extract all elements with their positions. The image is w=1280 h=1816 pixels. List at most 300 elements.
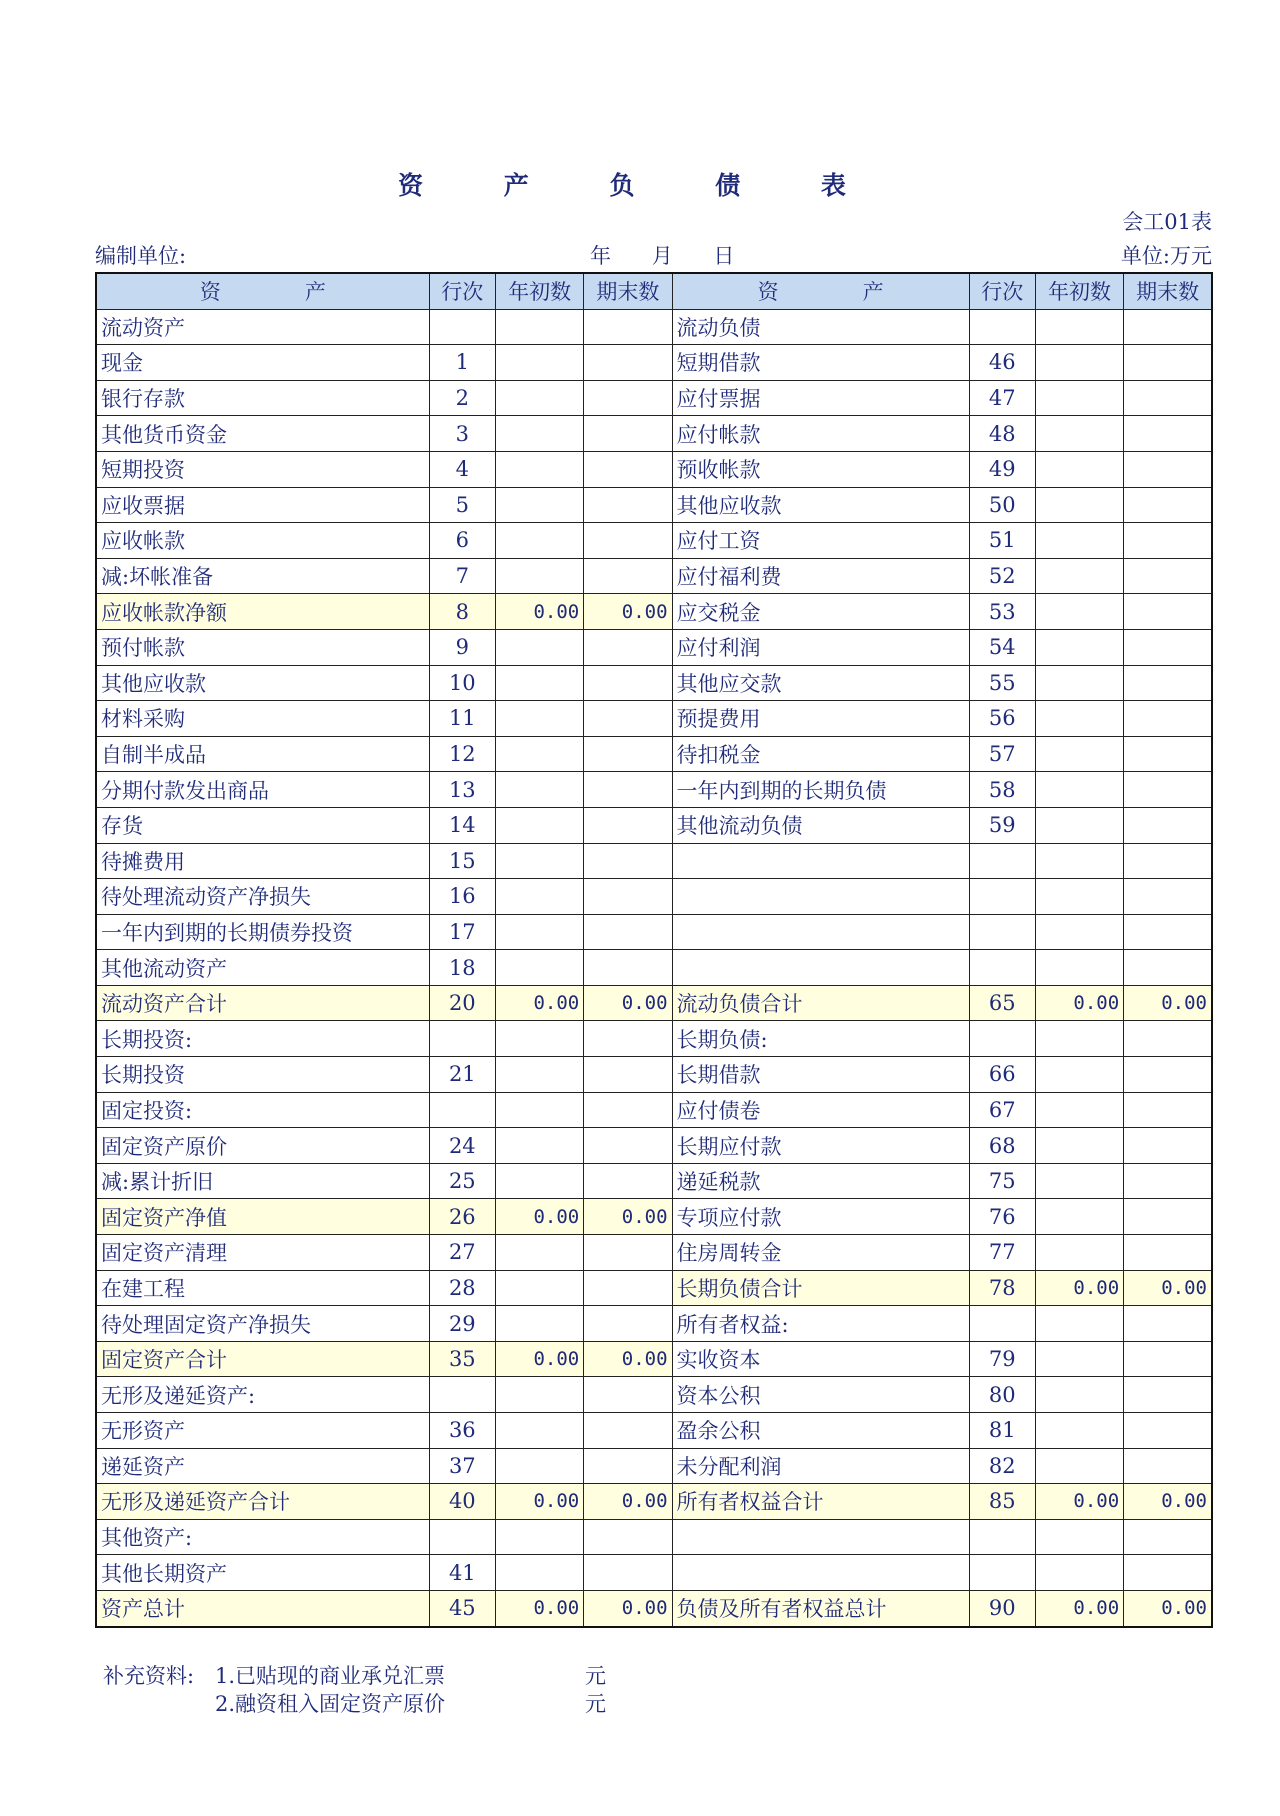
liability-item — [672, 1555, 969, 1591]
liability-begin-value — [1035, 416, 1123, 452]
asset-row-no — [429, 1519, 495, 1555]
liability-begin-value — [1035, 843, 1123, 879]
asset-item: 固定资产净值 — [96, 1199, 429, 1235]
liability-end-value — [1124, 523, 1212, 559]
table-row — [96, 594, 1212, 630]
asset-begin-value — [495, 950, 583, 986]
asset-item: 固定资产清理 — [96, 1235, 429, 1271]
liability-row-no: 49 — [969, 451, 1035, 487]
asset-row-no: 20 — [429, 985, 495, 1021]
asset-row-no: 5 — [429, 487, 495, 523]
liability-end-value: 0.00 — [1124, 1590, 1212, 1626]
liability-row-no: 56 — [969, 701, 1035, 737]
meta-row — [95, 240, 1212, 268]
table-row — [96, 309, 1212, 345]
liability-row-no — [969, 1555, 1035, 1591]
liability-item — [672, 1519, 969, 1555]
asset-end-value — [584, 523, 672, 559]
day-label: 日 — [713, 244, 735, 268]
liability-begin-value — [1035, 1092, 1123, 1128]
prepared-by-label: 编制单位: — [95, 244, 187, 268]
liability-item: 专项应付款 — [672, 1199, 969, 1235]
table-row — [96, 1306, 1212, 1342]
header-right-item: 资 产 — [672, 273, 969, 309]
asset-begin-value — [495, 345, 583, 381]
asset-begin-value — [495, 1448, 583, 1484]
liability-end-value: 0.00 — [1124, 1484, 1212, 1520]
asset-end-value — [584, 950, 672, 986]
liability-item: 应付福利费 — [672, 558, 969, 594]
asset-begin-value — [495, 1235, 583, 1271]
liability-end-value — [1124, 1306, 1212, 1342]
liability-end-value — [1124, 629, 1212, 665]
liability-end-value — [1124, 665, 1212, 701]
liability-begin-value — [1035, 665, 1123, 701]
liability-end-value — [1124, 1413, 1212, 1449]
liability-end-value: 0.00 — [1124, 985, 1212, 1021]
liability-begin-value — [1035, 451, 1123, 487]
liability-end-value — [1124, 1128, 1212, 1164]
asset-item: 存货 — [96, 807, 429, 843]
asset-item: 无形及递延资产合计 — [96, 1484, 429, 1520]
liability-end-value — [1124, 772, 1212, 808]
liability-begin-value — [1035, 1199, 1123, 1235]
asset-end-value — [584, 1128, 672, 1164]
liability-item: 其他应交款 — [672, 665, 969, 701]
liability-item: 一年内到期的长期负债 — [672, 772, 969, 808]
liability-row-no: 66 — [969, 1057, 1035, 1093]
asset-end-value — [584, 879, 672, 915]
asset-end-value — [584, 1377, 672, 1413]
asset-row-no: 3 — [429, 416, 495, 452]
liability-item: 应交税金 — [672, 594, 969, 630]
table-row — [96, 1128, 1212, 1164]
asset-end-value — [584, 1555, 672, 1591]
asset-end-value — [584, 416, 672, 452]
liability-row-no: 75 — [969, 1163, 1035, 1199]
liability-row-no: 59 — [969, 807, 1035, 843]
table-row — [96, 1413, 1212, 1449]
asset-begin-value — [495, 487, 583, 523]
asset-begin-value — [495, 843, 583, 879]
header-left-item: 资 产 — [96, 273, 429, 309]
header-right-row-no: 行次 — [969, 273, 1035, 309]
asset-row-no: 1 — [429, 345, 495, 381]
liability-begin-value — [1035, 1555, 1123, 1591]
liability-item: 盈余公积 — [672, 1413, 969, 1449]
asset-row-no: 21 — [429, 1057, 495, 1093]
table-row — [96, 772, 1212, 808]
liability-row-no: 46 — [969, 345, 1035, 381]
liability-begin-value — [1035, 629, 1123, 665]
table-body — [96, 309, 1212, 1626]
asset-row-no — [429, 1377, 495, 1413]
liability-end-value — [1124, 1519, 1212, 1555]
liability-item: 长期应付款 — [672, 1128, 969, 1164]
liability-end-value — [1124, 1057, 1212, 1093]
liability-begin-value — [1035, 558, 1123, 594]
asset-row-no: 2 — [429, 380, 495, 416]
asset-begin-value — [495, 914, 583, 950]
month-label: 月 — [651, 244, 673, 268]
liability-item: 应付帐款 — [672, 416, 969, 452]
liability-end-value — [1124, 807, 1212, 843]
liability-row-no — [969, 914, 1035, 950]
asset-end-value — [584, 629, 672, 665]
asset-item: 待摊费用 — [96, 843, 429, 879]
asset-row-no: 25 — [429, 1163, 495, 1199]
table-row — [96, 950, 1212, 986]
asset-row-no: 16 — [429, 879, 495, 915]
liability-end-value — [1124, 879, 1212, 915]
liability-begin-value — [1035, 1413, 1123, 1449]
liability-row-no — [969, 1519, 1035, 1555]
asset-end-value: 0.00 — [584, 1484, 672, 1520]
table-row — [96, 1235, 1212, 1271]
liability-item: 负债及所有者权益总计 — [672, 1590, 969, 1626]
liability-begin-value — [1035, 807, 1123, 843]
page-title: 资 产 负 债 表 — [398, 171, 882, 200]
asset-row-no — [429, 1092, 495, 1128]
liability-item: 长期借款 — [672, 1057, 969, 1093]
asset-row-no: 36 — [429, 1413, 495, 1449]
liability-row-no: 54 — [969, 629, 1035, 665]
liability-item: 预提费用 — [672, 701, 969, 737]
liability-item: 所有者权益合计 — [672, 1484, 969, 1520]
asset-row-no: 13 — [429, 772, 495, 808]
liability-begin-value — [1035, 594, 1123, 630]
asset-end-value — [584, 807, 672, 843]
liability-begin-value — [1035, 701, 1123, 737]
asset-item: 减:累计折旧 — [96, 1163, 429, 1199]
asset-item: 无形资产 — [96, 1413, 429, 1449]
table-row — [96, 1448, 1212, 1484]
liability-begin-value — [1035, 879, 1123, 915]
liability-row-no: 77 — [969, 1235, 1035, 1271]
asset-item: 待处理流动资产净损失 — [96, 879, 429, 915]
liability-row-no: 58 — [969, 772, 1035, 808]
table-row — [96, 985, 1212, 1021]
liability-item: 实收资本 — [672, 1341, 969, 1377]
liability-row-no: 82 — [969, 1448, 1035, 1484]
asset-end-value — [584, 309, 672, 345]
table-row — [96, 807, 1212, 843]
asset-begin-value — [495, 736, 583, 772]
asset-end-value — [584, 772, 672, 808]
asset-begin-value — [495, 1306, 583, 1342]
table-row — [96, 736, 1212, 772]
liability-end-value — [1124, 914, 1212, 950]
liability-row-no: 51 — [969, 523, 1035, 559]
liability-row-no — [969, 1021, 1035, 1057]
liability-end-value — [1124, 1341, 1212, 1377]
asset-begin-value: 0.00 — [495, 594, 583, 630]
liability-row-no: 68 — [969, 1128, 1035, 1164]
asset-begin-value — [495, 1519, 583, 1555]
liability-item — [672, 950, 969, 986]
liability-begin-value — [1035, 1021, 1123, 1057]
header-left-row-no: 行次 — [429, 273, 495, 309]
liability-begin-value: 0.00 — [1035, 1270, 1123, 1306]
unit-label: 单位:万元 — [1120, 244, 1212, 268]
asset-row-no: 15 — [429, 843, 495, 879]
asset-item: 固定投资: — [96, 1092, 429, 1128]
asset-end-value: 0.00 — [584, 594, 672, 630]
table-row — [96, 1484, 1212, 1520]
asset-end-value — [584, 1021, 672, 1057]
asset-begin-value — [495, 1092, 583, 1128]
asset-end-value — [584, 1413, 672, 1449]
liability-begin-value: 0.00 — [1035, 985, 1123, 1021]
liability-item: 待扣税金 — [672, 736, 969, 772]
liability-row-no: 85 — [969, 1484, 1035, 1520]
header-left-end: 期末数 — [584, 273, 672, 309]
table-row — [96, 1057, 1212, 1093]
liability-end-value — [1124, 1555, 1212, 1591]
asset-begin-value — [495, 380, 583, 416]
asset-end-value — [584, 914, 672, 950]
table-row — [96, 1341, 1212, 1377]
asset-item: 长期投资: — [96, 1021, 429, 1057]
liability-begin-value: 0.00 — [1035, 1484, 1123, 1520]
table-row — [96, 416, 1212, 452]
liability-end-value — [1124, 1163, 1212, 1199]
table-row — [96, 1377, 1212, 1413]
liability-item: 应付利润 — [672, 629, 969, 665]
liability-end-value — [1124, 843, 1212, 879]
liability-row-no: 55 — [969, 665, 1035, 701]
asset-begin-value — [495, 558, 583, 594]
liability-begin-value — [1035, 380, 1123, 416]
asset-row-no: 41 — [429, 1555, 495, 1591]
liability-row-no — [969, 1306, 1035, 1342]
header-left-begin: 年初数 — [495, 273, 583, 309]
liability-row-no — [969, 309, 1035, 345]
liability-begin-value — [1035, 1341, 1123, 1377]
asset-item: 预付帐款 — [96, 629, 429, 665]
supplement-line-2 — [103, 1688, 606, 1718]
liability-row-no: 65 — [969, 985, 1035, 1021]
asset-begin-value — [495, 629, 583, 665]
asset-item: 其他资产: — [96, 1519, 429, 1555]
liability-item: 其他应收款 — [672, 487, 969, 523]
asset-item: 现金 — [96, 345, 429, 381]
asset-end-value — [584, 1270, 672, 1306]
asset-item: 应收票据 — [96, 487, 429, 523]
liability-item: 长期负债: — [672, 1021, 969, 1057]
asset-end-value — [584, 1057, 672, 1093]
asset-item: 应收帐款净额 — [96, 594, 429, 630]
asset-begin-value: 0.00 — [495, 1341, 583, 1377]
liability-begin-value — [1035, 1163, 1123, 1199]
liability-end-value: 0.00 — [1124, 1270, 1212, 1306]
asset-end-value — [584, 1448, 672, 1484]
liability-end-value — [1124, 309, 1212, 345]
asset-end-value: 0.00 — [584, 1199, 672, 1235]
liability-row-no — [969, 950, 1035, 986]
asset-end-value — [584, 380, 672, 416]
liability-end-value — [1124, 736, 1212, 772]
liability-item: 应付票据 — [672, 380, 969, 416]
asset-begin-value: 0.00 — [495, 1484, 583, 1520]
liability-row-no — [969, 843, 1035, 879]
asset-item: 流动资产 — [96, 309, 429, 345]
asset-item: 固定资产合计 — [96, 1341, 429, 1377]
liability-begin-value — [1035, 1377, 1123, 1413]
table-row — [96, 380, 1212, 416]
asset-row-no: 14 — [429, 807, 495, 843]
supplement-item-text: 2.融资租入固定资产原价 — [215, 1692, 446, 1716]
asset-row-no: 26 — [429, 1199, 495, 1235]
asset-item: 流动资产合计 — [96, 985, 429, 1021]
asset-end-value — [584, 1519, 672, 1555]
liability-end-value — [1124, 380, 1212, 416]
asset-begin-value — [495, 772, 583, 808]
asset-begin-value — [495, 1057, 583, 1093]
liability-row-no: 81 — [969, 1413, 1035, 1449]
liability-end-value — [1124, 487, 1212, 523]
asset-row-no: 18 — [429, 950, 495, 986]
liability-end-value — [1124, 594, 1212, 630]
liability-end-value — [1124, 1199, 1212, 1235]
asset-item: 减:坏帐准备 — [96, 558, 429, 594]
asset-begin-value: 0.00 — [495, 1590, 583, 1626]
asset-row-no: 35 — [429, 1341, 495, 1377]
liability-item: 应付工资 — [672, 523, 969, 559]
asset-begin-value — [495, 665, 583, 701]
supplement-item-unit: 元 — [585, 1664, 606, 1688]
asset-end-value — [584, 736, 672, 772]
supplement-line-1 — [103, 1660, 606, 1690]
asset-row-no: 12 — [429, 736, 495, 772]
asset-end-value — [584, 665, 672, 701]
liability-end-value — [1124, 1021, 1212, 1057]
asset-row-no — [429, 1021, 495, 1057]
asset-begin-value — [495, 1413, 583, 1449]
table-header — [96, 273, 1212, 309]
liability-end-value — [1124, 1092, 1212, 1128]
liability-end-value — [1124, 1235, 1212, 1271]
liability-item: 预收帐款 — [672, 451, 969, 487]
liability-row-no: 80 — [969, 1377, 1035, 1413]
asset-end-value — [584, 558, 672, 594]
asset-end-value — [584, 345, 672, 381]
asset-begin-value — [495, 1163, 583, 1199]
asset-row-no: 10 — [429, 665, 495, 701]
table-row — [96, 843, 1212, 879]
asset-row-no: 27 — [429, 1235, 495, 1271]
asset-item: 固定资产原价 — [96, 1128, 429, 1164]
asset-begin-value: 0.00 — [495, 985, 583, 1021]
asset-row-no: 17 — [429, 914, 495, 950]
liability-item: 流动负债 — [672, 309, 969, 345]
form-code: 会工01表 — [1122, 210, 1212, 234]
liability-row-no: 76 — [969, 1199, 1035, 1235]
asset-row-no: 7 — [429, 558, 495, 594]
asset-row-no — [429, 309, 495, 345]
liability-item: 递延税款 — [672, 1163, 969, 1199]
asset-begin-value — [495, 1270, 583, 1306]
asset-item: 自制半成品 — [96, 736, 429, 772]
asset-row-no: 40 — [429, 1484, 495, 1520]
liability-begin-value — [1035, 487, 1123, 523]
table-row — [96, 1555, 1212, 1591]
liability-item: 短期借款 — [672, 345, 969, 381]
asset-row-no: 24 — [429, 1128, 495, 1164]
liability-row-no: 50 — [969, 487, 1035, 523]
liability-row-no: 47 — [969, 380, 1035, 416]
liability-end-value — [1124, 950, 1212, 986]
asset-row-no: 11 — [429, 701, 495, 737]
table-row — [96, 914, 1212, 950]
liability-item — [672, 914, 969, 950]
asset-end-value: 0.00 — [584, 1590, 672, 1626]
asset-begin-value — [495, 416, 583, 452]
table-row — [96, 629, 1212, 665]
asset-item: 银行存款 — [96, 380, 429, 416]
asset-row-no: 45 — [429, 1590, 495, 1626]
liability-begin-value — [1035, 345, 1123, 381]
table-row — [96, 1163, 1212, 1199]
asset-end-value — [584, 701, 672, 737]
asset-begin-value — [495, 523, 583, 559]
asset-begin-value — [495, 309, 583, 345]
asset-item: 其他应收款 — [96, 665, 429, 701]
asset-end-value — [584, 843, 672, 879]
liability-item: 未分配利润 — [672, 1448, 969, 1484]
asset-item: 其他长期资产 — [96, 1555, 429, 1591]
asset-item: 材料采购 — [96, 701, 429, 737]
liability-end-value — [1124, 1448, 1212, 1484]
liability-begin-value: 0.00 — [1035, 1590, 1123, 1626]
liability-row-no: 52 — [969, 558, 1035, 594]
asset-item: 短期投资 — [96, 451, 429, 487]
balance-sheet-table — [95, 272, 1213, 1628]
asset-item: 一年内到期的长期债券投资 — [96, 914, 429, 950]
year-label: 年 — [590, 244, 611, 268]
asset-row-no: 6 — [429, 523, 495, 559]
liability-begin-value — [1035, 950, 1123, 986]
asset-end-value — [584, 1306, 672, 1342]
asset-end-value: 0.00 — [584, 1341, 672, 1377]
table-row — [96, 879, 1212, 915]
asset-end-value: 0.00 — [584, 985, 672, 1021]
asset-begin-value — [495, 879, 583, 915]
asset-begin-value — [495, 1021, 583, 1057]
table-row — [96, 1021, 1212, 1057]
table-row — [96, 1092, 1212, 1128]
liability-end-value — [1124, 451, 1212, 487]
liability-row-no: 53 — [969, 594, 1035, 630]
supplement-item-unit: 元 — [585, 1692, 606, 1716]
liability-row-no: 67 — [969, 1092, 1035, 1128]
liability-begin-value — [1035, 1306, 1123, 1342]
liability-row-no — [969, 879, 1035, 915]
supplement-item-text: 1.已贴现的商业承兑汇票 — [215, 1664, 446, 1688]
asset-item: 递延资产 — [96, 1448, 429, 1484]
table-row — [96, 558, 1212, 594]
asset-row-no: 29 — [429, 1306, 495, 1342]
asset-item: 应收帐款 — [96, 523, 429, 559]
header-right-begin: 年初数 — [1035, 273, 1123, 309]
asset-item: 其他流动资产 — [96, 950, 429, 986]
liability-begin-value — [1035, 309, 1123, 345]
asset-begin-value — [495, 451, 583, 487]
liability-begin-value — [1035, 1448, 1123, 1484]
table-row — [96, 487, 1212, 523]
liability-end-value — [1124, 416, 1212, 452]
asset-item: 在建工程 — [96, 1270, 429, 1306]
